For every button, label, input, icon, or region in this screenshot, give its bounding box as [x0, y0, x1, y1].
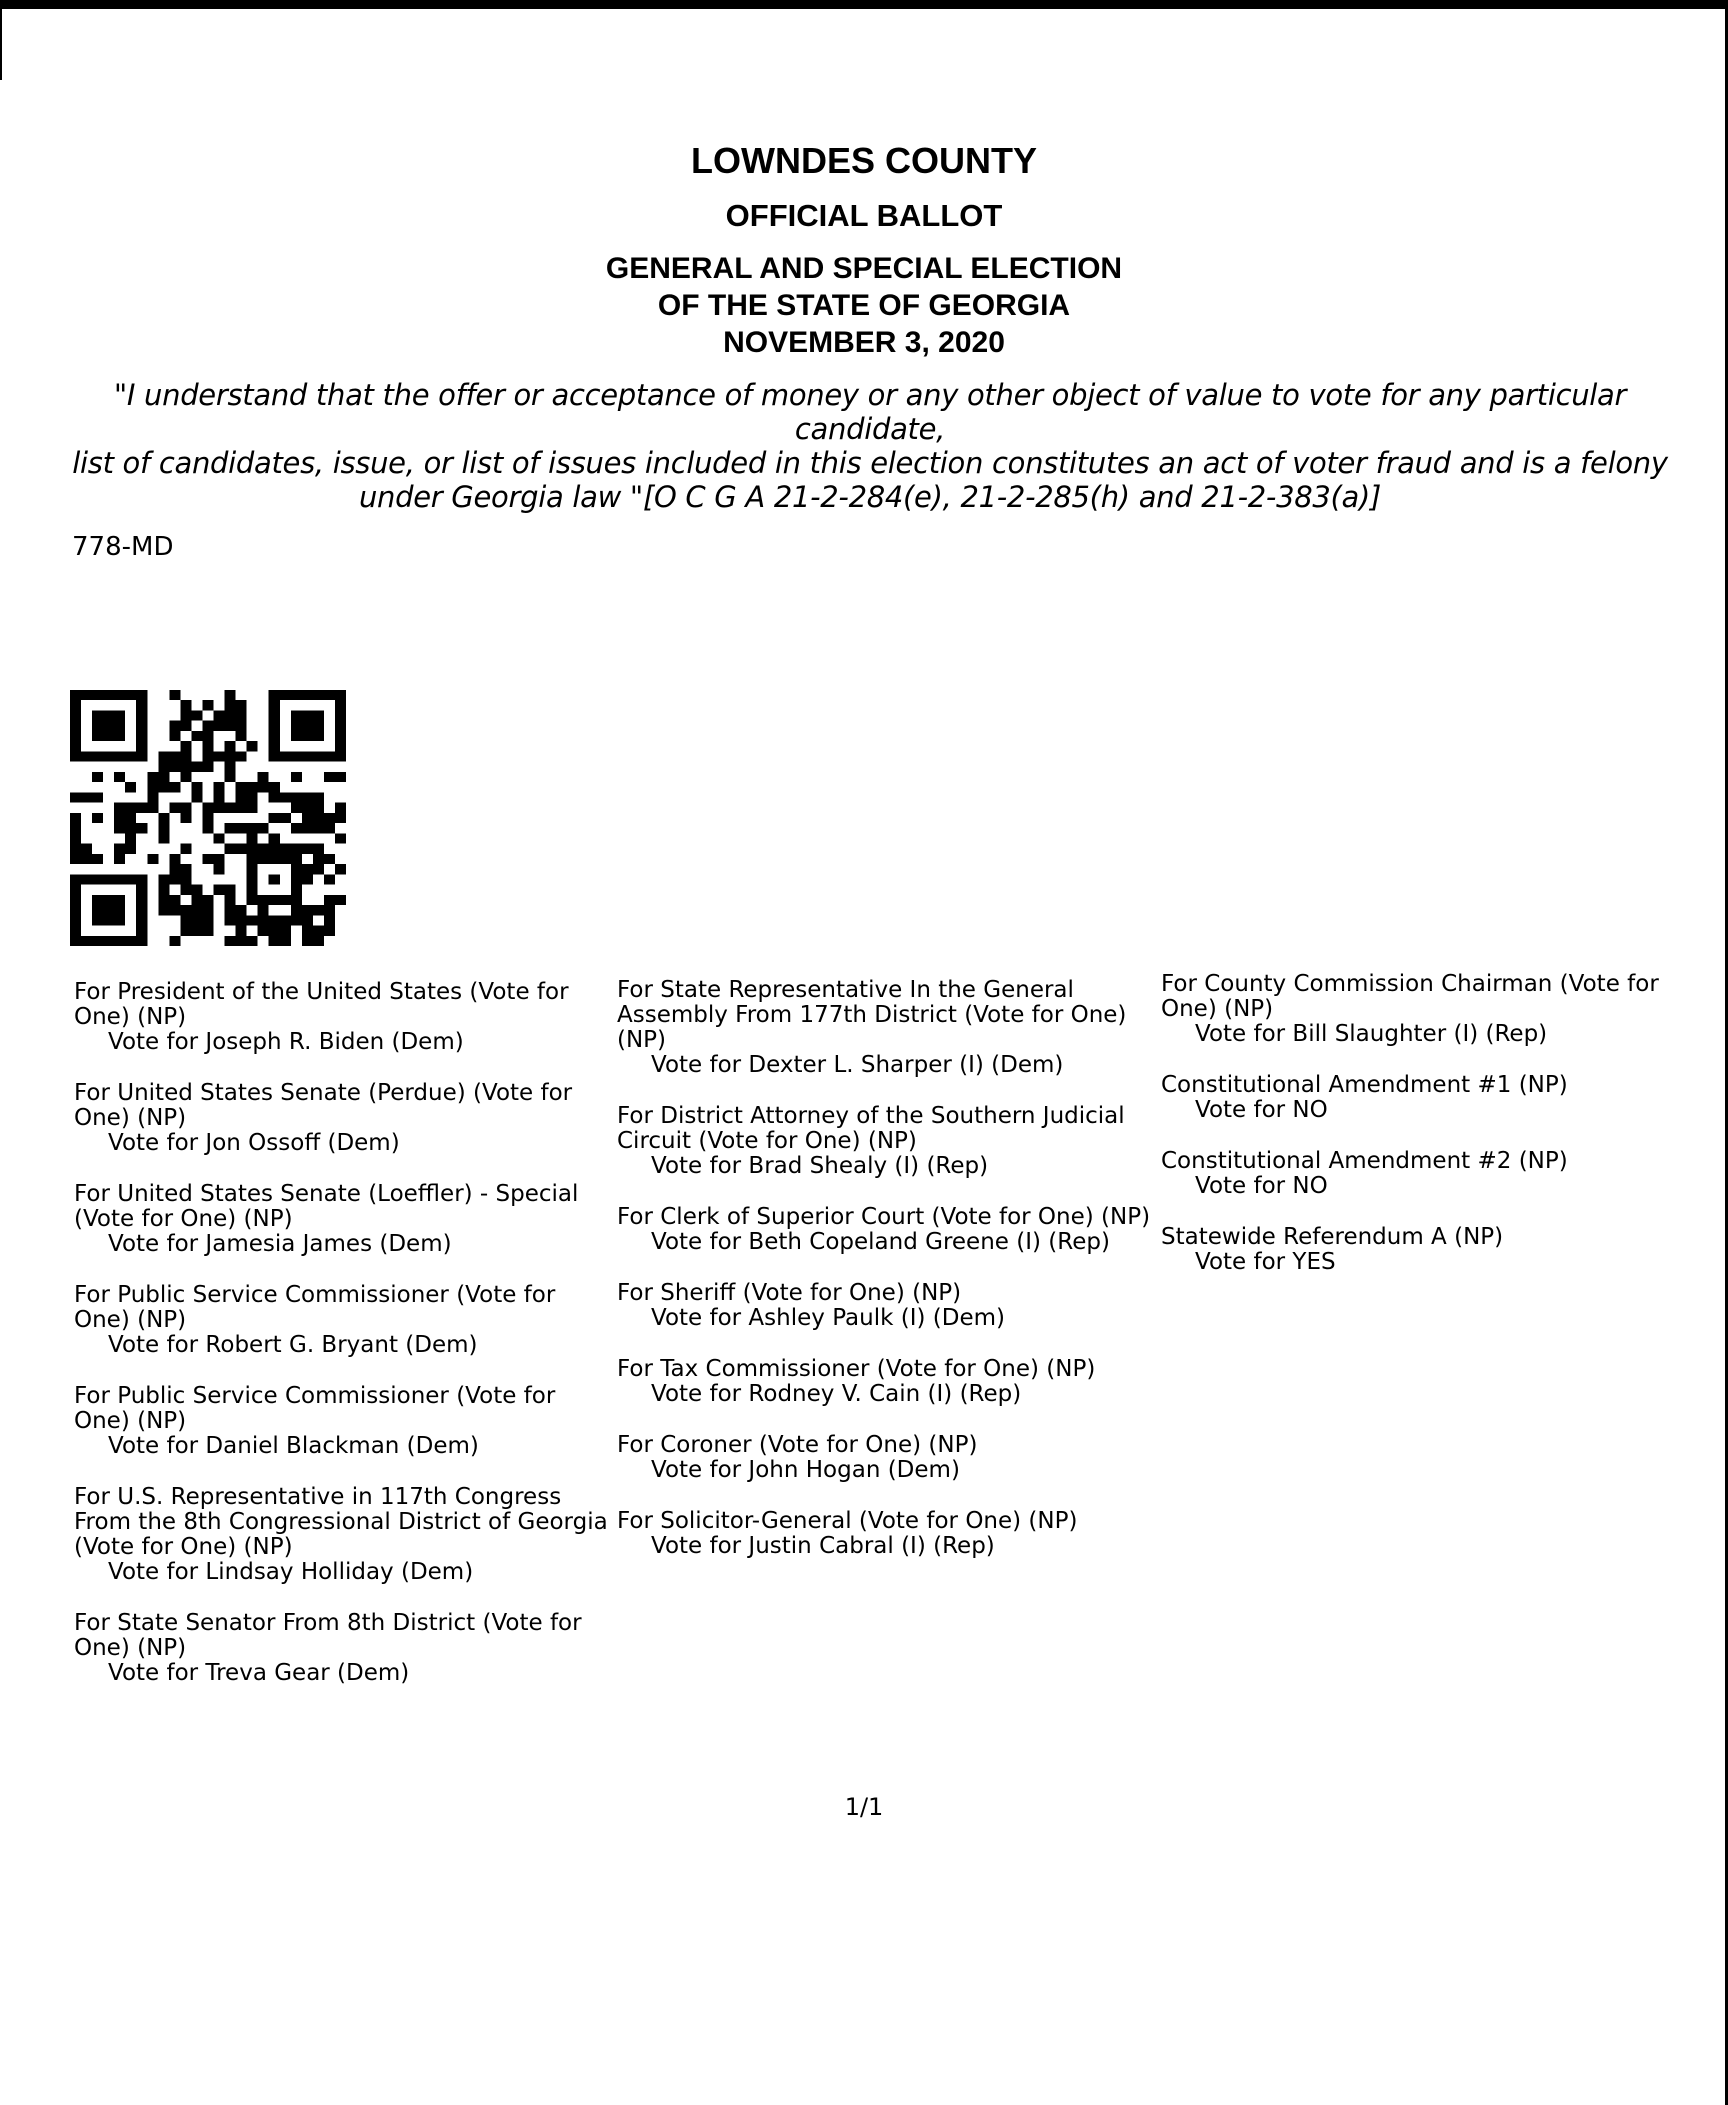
contest-title: For Public Service Commissioner (Vote for One) (NP) — [74, 1383, 556, 1434]
contest-selection: Vote for Ashley Paulk (I) (Dem) — [651, 1305, 1005, 1331]
contest-selection: Vote for Jon Ossoff (Dem) — [108, 1130, 400, 1156]
contest-entry — [1161, 972, 1701, 1047]
contest-title: Statewide Referendum A (NP) — [1161, 1224, 1504, 1250]
contest-column-2 — [617, 978, 1157, 1585]
contest-title: Constitutional Amendment #2 (NP) — [1161, 1148, 1568, 1174]
scan-left-border — [0, 0, 2, 80]
contest-entry — [74, 1384, 614, 1459]
scan-top-border — [0, 0, 1728, 9]
contest-selection: Vote for Justin Cabral (I) (Rep) — [651, 1533, 995, 1559]
oath-line-1: "I understand that the offer or acceptance of money or any other object of value to vote for any particular candidate, — [113, 378, 1627, 446]
contest-title: For Public Service Commissioner (Vote for One) (NP) — [74, 1282, 556, 1333]
contest-selection: Vote for Lindsay Holliday (Dem) — [108, 1559, 474, 1585]
contest-title: For Sheriff (Vote for One) (NP) — [617, 1280, 962, 1306]
contest-entry — [74, 1611, 614, 1686]
contest-column-3 — [1161, 972, 1701, 1301]
contest-selection: Vote for YES — [1195, 1249, 1336, 1275]
contest-selection: Vote for NO — [1195, 1173, 1328, 1199]
county-title: LOWNDES COUNTY — [691, 140, 1037, 181]
contest-entry — [1161, 1073, 1701, 1123]
contest-entry — [617, 1357, 1157, 1407]
contest-title: For Solicitor-General (Vote for One) (NP) — [617, 1508, 1078, 1534]
contest-selection: Vote for Bill Slaughter (I) (Rep) — [1195, 1021, 1548, 1047]
contest-title: For President of the United States (Vote for One) (NP) — [74, 979, 569, 1030]
contest-selection: Vote for Robert G. Bryant (Dem) — [108, 1332, 478, 1358]
election-title-line-1: GENERAL AND SPECIAL ELECTION — [605, 252, 1123, 285]
contest-selection: Vote for Jamesia James (Dem) — [108, 1231, 452, 1257]
contest-entry — [617, 1281, 1157, 1331]
contest-title: Constitutional Amendment #1 (NP) — [1161, 1072, 1568, 1098]
contest-selection: Vote for John Hogan (Dem) — [651, 1457, 960, 1483]
contest-entry — [617, 1509, 1157, 1559]
oath-line-2: list of candidates, issue, or list of issues included in this election constitutes an act of voter fraud and is a felony — [72, 446, 1668, 480]
ballot-type-title: OFFICIAL BALLOT — [725, 198, 1003, 233]
contest-title: For State Senator From 8th District (Vote for One) (NP) — [74, 1610, 582, 1661]
contest-selection: Vote for Brad Shealy (I) (Rep) — [651, 1153, 989, 1179]
contest-title: For Clerk of Superior Court (Vote for One) (NP) — [617, 1204, 1151, 1230]
contest-entry — [617, 1104, 1157, 1179]
contest-title: For United States Senate (Perdue) (Vote for One) (NP) — [74, 1080, 573, 1131]
contest-title: For Coroner (Vote for One) (NP) — [617, 1432, 978, 1458]
ballot-style-code: 778-MD — [72, 532, 174, 562]
voter-fraud-oath — [70, 378, 1670, 514]
contest-column-1 — [74, 980, 614, 1712]
contest-selection: Vote for Treva Gear (Dem) — [108, 1660, 410, 1686]
contest-entry — [1161, 1149, 1701, 1199]
election-title-line-2: OF THE STATE OF GEORGIA — [657, 289, 1071, 322]
contest-entry — [74, 1485, 614, 1585]
contest-entry — [74, 980, 614, 1055]
contest-selection: Vote for NO — [1195, 1097, 1328, 1123]
contest-entry — [617, 1433, 1157, 1483]
contest-entry — [1161, 1225, 1701, 1275]
election-title — [0, 250, 1728, 361]
qr-code-icon — [70, 690, 346, 946]
contest-selection: Vote for Beth Copeland Greene (I) (Rep) — [651, 1229, 1110, 1255]
contest-title: For District Attorney of the Southern Judicial Circuit (Vote for One) (NP) — [617, 1103, 1125, 1154]
contest-entry — [74, 1081, 614, 1156]
contest-title: For Tax Commissioner (Vote for One) (NP) — [617, 1356, 1096, 1382]
contest-entry — [617, 1205, 1157, 1255]
contest-entry — [74, 1283, 614, 1358]
contest-title: For County Commission Chairman (Vote for One) (NP) — [1161, 971, 1659, 1022]
contest-selection: Vote for Joseph R. Biden (Dem) — [108, 1029, 464, 1055]
contest-entry — [617, 978, 1157, 1078]
contest-selection: Vote for Rodney V. Cain (I) (Rep) — [651, 1381, 1022, 1407]
contest-title: For United States Senate (Loeffler) - Special (Vote for One) (NP) — [74, 1181, 579, 1232]
contest-selection: Vote for Dexter L. Sharper (I) (Dem) — [651, 1052, 1064, 1078]
contest-entry — [74, 1182, 614, 1257]
page-number: 1/1 — [844, 1793, 884, 1821]
contest-selection: Vote for Daniel Blackman (Dem) — [108, 1433, 479, 1459]
contest-title: For U.S. Representative in 117th Congress From the 8th Congressional District of Georgia (Vote for One) (NP) — [74, 1484, 608, 1560]
contest-title: For State Representative In the General Assembly From 177th District (Vote for One) (NP) — [617, 977, 1127, 1053]
oath-line-3: under Georgia law "[O C G A 21-2-284(e), 21-2-285(h) and 21-2-383(a)] — [358, 480, 1382, 514]
election-date: NOVEMBER 3, 2020 — [723, 326, 1005, 359]
